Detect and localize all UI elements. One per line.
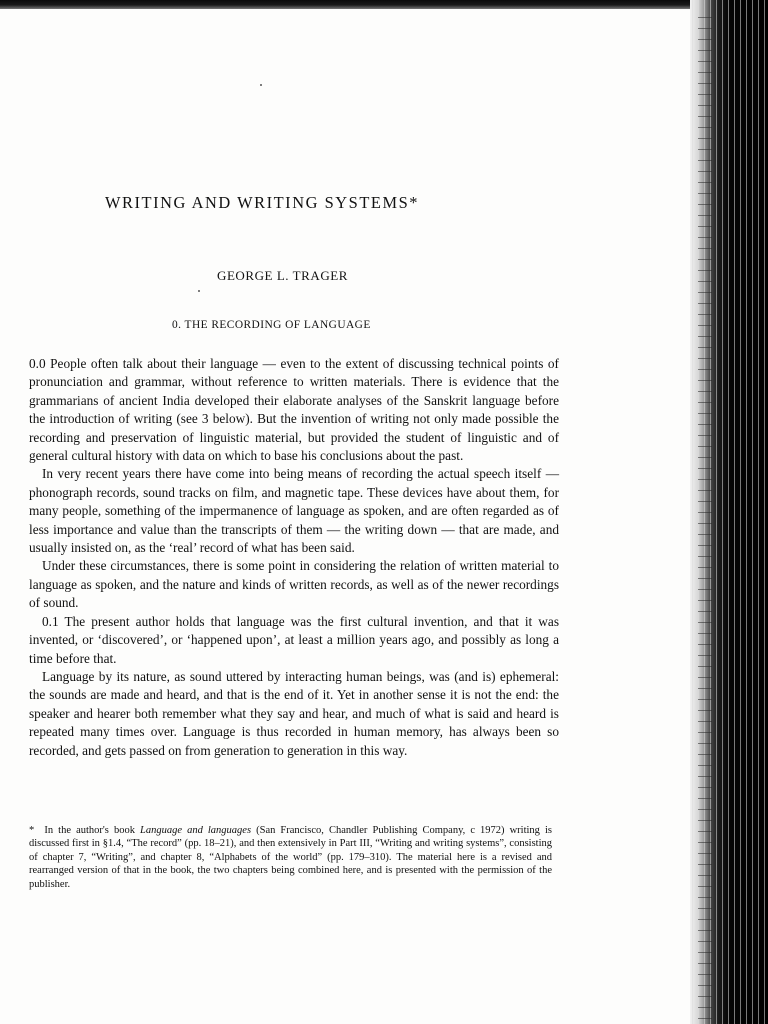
footnote-book-title: Language and languages <box>140 825 252 836</box>
paragraph: Language by its nature, as sound uttered by interacting human beings, was (and is) ephemeral: the sounds are made and heard, and that is the end of it. Yet in another sense it is not the end: the speaker and hearer both remember what they say and hear, and much of what is said and heard is repeated many times over. Language is thus recorded in human memory, has always been so recorded, and gets passed on from generation to generation in this way. <box>29 668 559 758</box>
author-name: GEORGE L. TRAGER <box>217 268 348 283</box>
footnote-prefix: In the author's book <box>44 825 141 836</box>
book-binding-gutter <box>690 0 768 1024</box>
body-text <box>29 355 559 760</box>
footnote-marker: * <box>29 825 35 836</box>
paragraph: 0.1 The present author holds that language was the first cultural invention, and that it was invented, or ‘discovered’, or ‘happened upon’, at least a million years ago, and possibly as long a time before that. <box>29 613 559 666</box>
article-title: WRITING AND WRITING SYSTEMS* <box>105 193 419 212</box>
footnote-text: (San Francisco, Chandler Publishing Company, c 1972) writing is discussed first in §1.4, “The record” (pp. 18–21), and then extensively in Part III, “Writing and writing systems”, consisting of chapter 7, “Writing”, and chapter 8, “Alphabets of the world” (pp. 179–310). The material here is a revised and rearranged version of that in the book, the two chapters being combined here, and is presented with the permission of the publisher. <box>29 825 552 890</box>
paragraph: 0.0 People often talk about their language — even to the extent of discussing technical points of pronunciation and grammar, without reference to written materials. There is evidence that the grammarians of ancient India developed their elaborate analyses of the Sanskrit language before the introduction of writing (see 3 below). But the invention of writing not only made possible the recording and preservation of linguistic material, but provided the student of linguistic and of general cultural history with data on which to base his conclusions about the past. <box>29 356 559 464</box>
page-top-edge-shadow <box>0 0 768 9</box>
paragraph: In very recent years there have come into being means of recording the actual speech itself — phonograph records, sound tracks on film, and magnetic tape. These devices have about them, for many people, something of the impermanence of language as spoken, and are often regarded as of less importance and value than the transcripts of them — the writing down — that are made, and usually insisted on, as the ‘real’ record of what has been said. <box>29 466 559 556</box>
footnote <box>29 824 552 891</box>
section-heading: 0. THE RECORDING OF LANGUAGE <box>172 319 371 331</box>
scan-speck <box>198 290 200 292</box>
paragraph: Under these circumstances, there is some point in considering the relation of written material to language as spoken, and the nature and kinds of written records, as well as of the newer recordings of sound. <box>29 558 559 611</box>
scan-speck <box>260 84 262 86</box>
